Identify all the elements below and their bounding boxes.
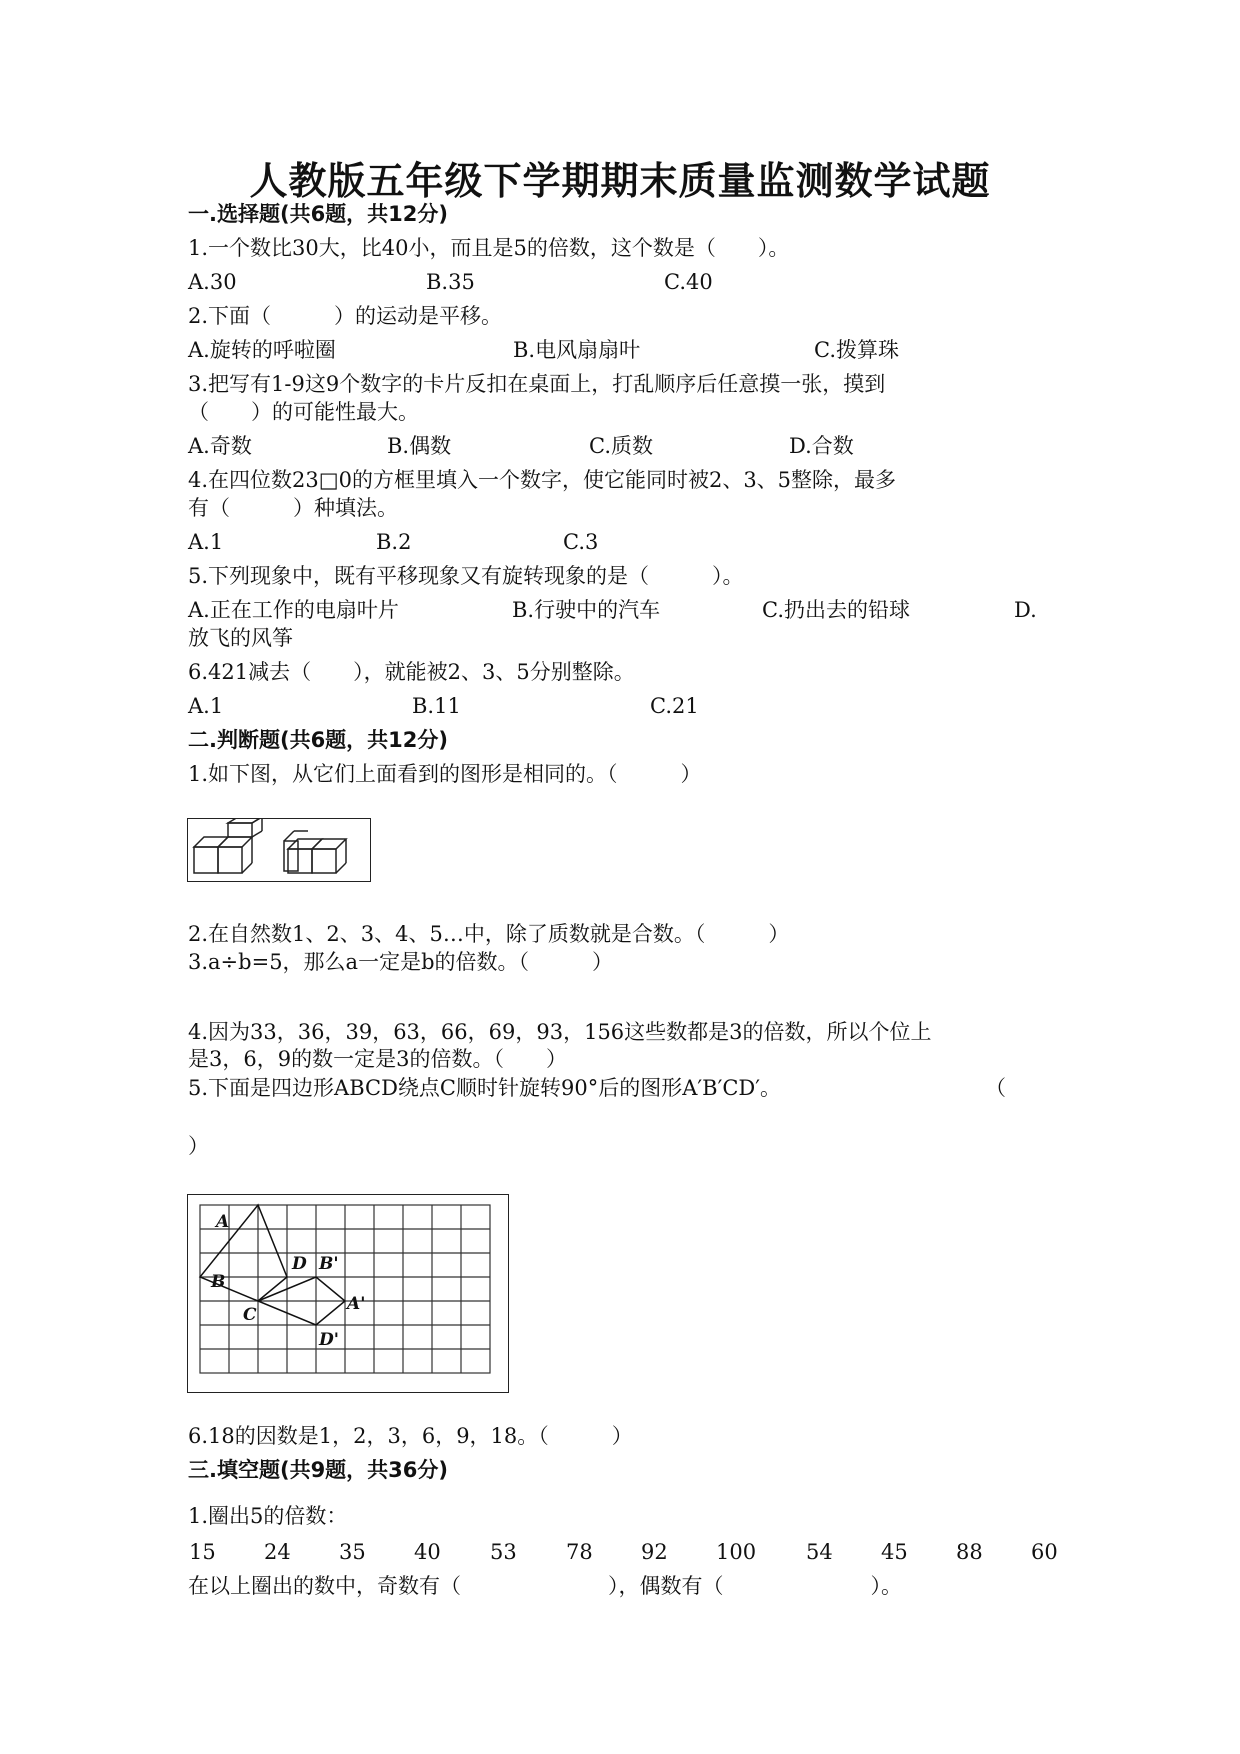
s1-q3-line1: 3.把写有1-9这9个数字的卡片反扣在桌面上，打乱顺序后任意摸一张，摸到	[188, 372, 886, 396]
page-title: 人教版五年级下学期期末质量监测数学试题	[249, 158, 991, 203]
s1-q5-option-b: B.行驶中的汽车	[512, 598, 661, 622]
number-item[interactable]: 54	[806, 1540, 833, 1564]
s1-q3-option-b: B.偶数	[387, 434, 452, 458]
grid-label-b-prime: B'	[319, 1254, 339, 1274]
number-item[interactable]: 53	[490, 1540, 517, 1564]
cubes-drawing	[188, 819, 370, 881]
s1-q4-option-a: A.1	[188, 530, 224, 554]
number-item[interactable]: 40	[414, 1540, 441, 1564]
number-item[interactable]: 88	[956, 1540, 983, 1564]
s3-q1-fill-text: 在以上圈出的数中，奇数有（ ），偶数有（ ）。	[188, 1574, 902, 1598]
grid-label-c: C	[243, 1305, 257, 1325]
number-item[interactable]: 78	[566, 1540, 593, 1564]
s2-q6-text: 6.18的因数是1，2，3，6，9，18。（ ）	[188, 1424, 633, 1448]
s1-q1-text: 1.一个数比30大，比40小，而且是5的倍数，这个数是（ ）。	[188, 236, 790, 260]
s1-q6-option-c: C.21	[650, 694, 699, 718]
rotation-grid-drawing	[188, 1195, 508, 1392]
s2-q4-line1: 4.因为33，36，39，63，66，69，93，156这些数都是3的倍数，所以个位上	[188, 1020, 932, 1044]
s1-q1-option-a: A.30	[188, 270, 237, 294]
s1-q4-line2: 有（ ）种填法。	[188, 496, 398, 520]
s1-q1-option-c: C.40	[664, 270, 713, 294]
s1-q2-text: 2.下面（ ）的运动是平移。	[188, 304, 503, 328]
s1-q4-option-c: C.3	[563, 530, 599, 554]
s1-q3-option-d: D.合数	[789, 434, 854, 458]
grid-label-a-prime: A'	[347, 1294, 366, 1314]
s1-q1-option-b: B.35	[426, 270, 475, 294]
s1-q2-option-a: A.旋转的呼啦圈	[188, 338, 336, 362]
s1-q5-option-d-label: D.	[1014, 598, 1037, 622]
s1-q6-option-a: A.1	[188, 694, 224, 718]
section2-heading: 二.判断题(共6题，共12分)	[188, 728, 449, 752]
s1-q4-line1: 4.在四位数23□0的方框里填入一个数字，使它能同时被2、3、5整除，最多	[188, 468, 897, 492]
rotation-grid-figure	[187, 1194, 509, 1393]
s2-q5-paren-open: （	[985, 1076, 1006, 1100]
s1-q2-option-c: C.拨算珠	[814, 338, 899, 362]
number-item[interactable]: 24	[264, 1540, 291, 1564]
section3-heading: 三.填空题(共9题，共36分)	[188, 1458, 449, 1482]
s1-q6-text: 6.421减去（ ），就能被2、3、5分别整除。	[188, 660, 635, 684]
grid-label-b: B	[211, 1272, 226, 1292]
s1-q4-option-b: B.2	[376, 530, 412, 554]
s2-q5-line1: 5.下面是四边形ABCD绕点C顺时针旋转90°后的图形A′B′CD′。	[188, 1076, 782, 1100]
number-item[interactable]: 45	[881, 1540, 908, 1564]
number-item[interactable]: 35	[339, 1540, 366, 1564]
s1-q3-line2: （ ）的可能性最大。	[188, 400, 419, 424]
s3-q1-text: 1.圈出5的倍数：	[188, 1504, 348, 1528]
s1-q2-option-b: B.电风扇扇叶	[513, 338, 641, 362]
s1-q5-option-c: C.扔出去的铅球	[762, 598, 910, 622]
s2-q1-text: 1.如下图，从它们上面看到的图形是相同的。（ ）	[188, 762, 702, 786]
s1-q5-option-d-text: 放飞的风筝	[188, 626, 293, 650]
s2-q3-text: 3.a÷b=5，那么a一定是b的倍数。（ ）	[188, 950, 614, 974]
section1-heading: 一.选择题(共6题，共12分)	[188, 202, 449, 226]
grid-label-d-prime: D'	[319, 1330, 339, 1350]
s1-q6-option-b: B.11	[412, 694, 461, 718]
s2-q5-paren-close: ）	[188, 1134, 209, 1158]
s1-q3-option-a: A.奇数	[188, 434, 252, 458]
s2-q4-line2: 是3，6，9的数一定是3的倍数。（ ）	[188, 1047, 567, 1071]
grid-label-d: D	[292, 1254, 307, 1274]
s1-q5-option-a: A.正在工作的电扇叶片	[188, 598, 399, 622]
s1-q5-text: 5.下列现象中，既有平移现象又有旋转现象的是（ ）。	[188, 564, 744, 588]
number-item[interactable]: 100	[716, 1540, 757, 1564]
grid-label-a: A	[216, 1212, 230, 1232]
cubes-figure	[187, 818, 371, 882]
s2-q2-text: 2.在自然数1、2、3、4、5…中，除了质数就是合数。（ ）	[188, 922, 790, 946]
s1-q3-option-c: C.质数	[589, 434, 653, 458]
number-item[interactable]: 92	[641, 1540, 668, 1564]
number-item[interactable]: 15	[189, 1540, 216, 1564]
number-item[interactable]: 60	[1031, 1540, 1058, 1564]
